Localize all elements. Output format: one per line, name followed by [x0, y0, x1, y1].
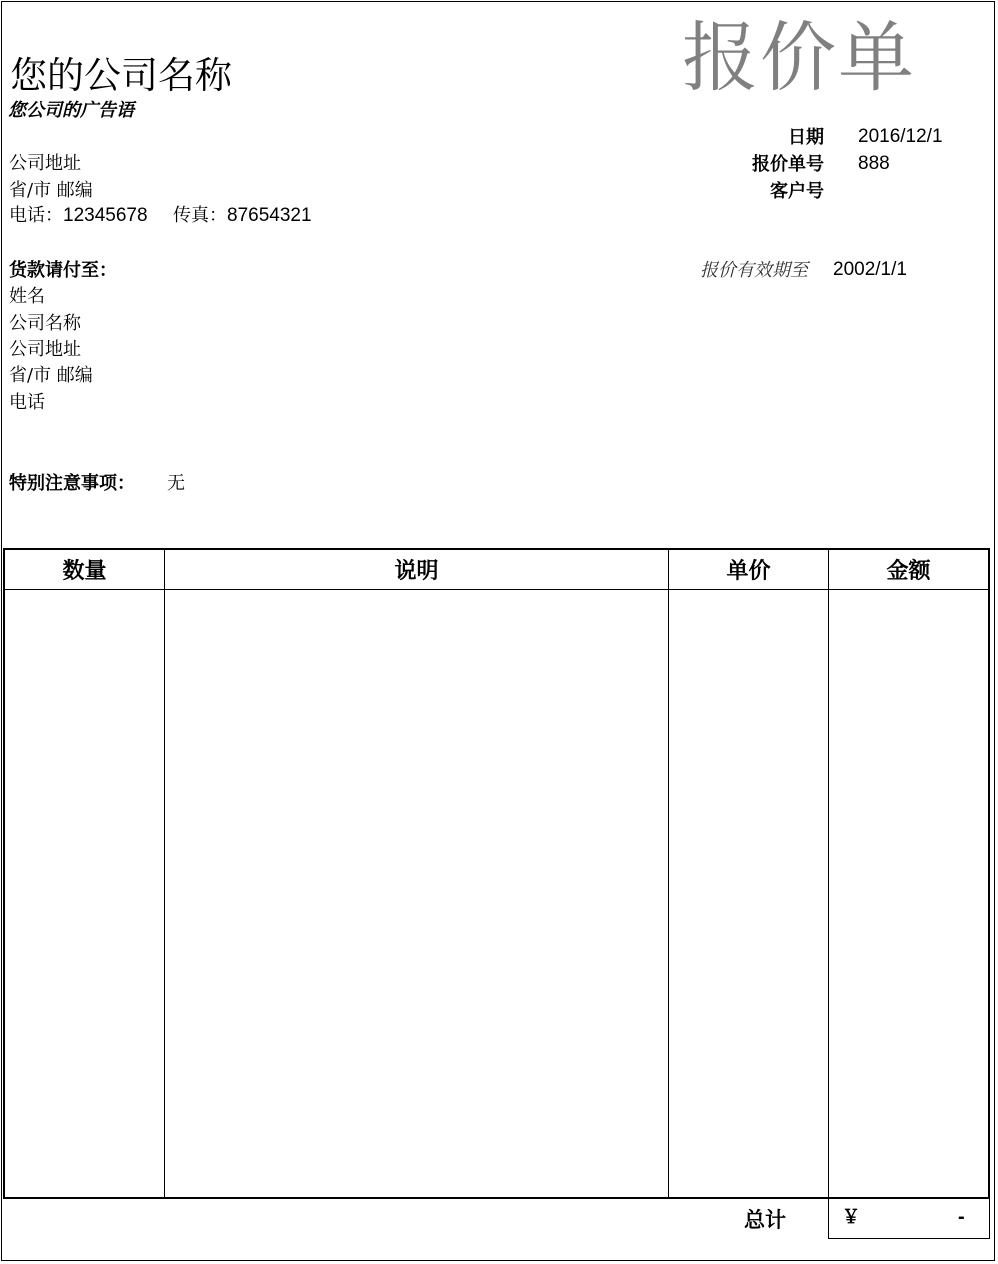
- payee-heading: 货款请付至：: [9, 260, 117, 281]
- table-header-divider: [5, 589, 988, 590]
- quote-number-value: 888: [858, 153, 890, 174]
- payee-company: 公司名称: [9, 313, 81, 334]
- column-header-amount: 金额: [886, 558, 931, 584]
- validity-date: 2002/1/1: [833, 259, 907, 280]
- payee-phone: 电话: [9, 392, 45, 413]
- sender-city-zip: 省/市 邮编: [9, 180, 93, 201]
- date-value: 2016/12/1: [858, 126, 943, 147]
- column-divider: [164, 550, 165, 1197]
- customer-number-label: 客户号: [770, 181, 824, 202]
- column-header-unit-price: 单价: [726, 558, 771, 584]
- column-header-quantity: 数量: [62, 558, 107, 584]
- notes-value: 无: [167, 473, 185, 494]
- payee-name: 姓名: [9, 286, 45, 307]
- column-header-description: 说明: [394, 558, 439, 584]
- fax-number: 87654321: [227, 205, 312, 226]
- sender-phone-fax-line: [9, 204, 312, 228]
- payee-city-zip: 省/市 邮编: [9, 365, 93, 386]
- payee-address: 公司地址: [9, 339, 81, 360]
- sender-address: 公司地址: [9, 153, 81, 174]
- company-name: 您的公司名称: [10, 54, 232, 97]
- total-label: 总计: [744, 1207, 786, 1232]
- quote-number-label: 报价单号: [752, 154, 824, 175]
- date-label: 日期: [788, 127, 824, 148]
- total-value: -: [958, 1206, 965, 1228]
- column-divider: [828, 550, 829, 1197]
- phone-label: 电话：: [9, 205, 63, 226]
- validity-label: 报价有效期至: [700, 260, 808, 281]
- phone-number: 12345678: [63, 205, 148, 226]
- column-divider: [668, 550, 669, 1197]
- notes-label: 特别注意事项：: [9, 473, 135, 494]
- items-table: [3, 548, 990, 1199]
- currency-symbol: ￥: [842, 1207, 860, 1228]
- fax-label: 传真：: [173, 205, 228, 226]
- document-title: 报价单: [682, 13, 916, 102]
- company-slogan: 您公司的广告语: [8, 100, 134, 121]
